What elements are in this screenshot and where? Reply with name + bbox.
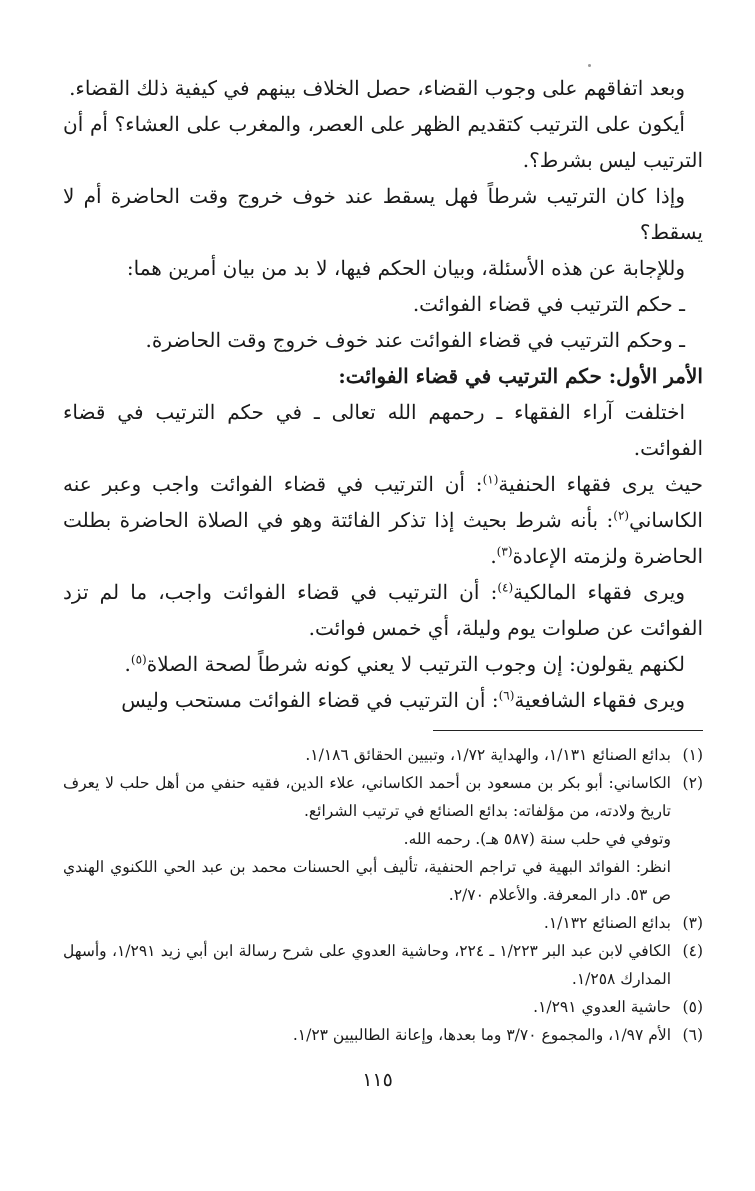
footnote-text: انظر: الفوائد البهية في تراجم الحنفية، تأليف أبي الحسنات محمد بن عبد الحي اللكنوي الهندي ص ٥٣. دار المعرفة. والأعلام ٢/٧٠.: [63, 858, 671, 904]
text-run: .: [490, 544, 497, 568]
footnote-ref[interactable]: (٣): [496, 544, 513, 559]
footnote-number: (١): [682, 746, 703, 764]
footnote-body: [63, 909, 671, 937]
paragraph: وبعد اتفاقهم على وجوب القضاء، حصل الخلاف بينهم في كيفية ذلك القضاء.: [69, 76, 685, 100]
main-text: [63, 70, 703, 718]
paragraph: اختلفت آراء الفقهاء ـ رحمهم الله تعالى ـ في حكم الترتيب في قضاء الفوائت.: [63, 400, 703, 460]
text-run: : أن الترتيب في قضاء الفوائت واجب، ما لم تزد الفوائت عن صلوات يوم وليلة، أي خمس فوائت.: [63, 580, 703, 640]
footnote-text: بدائع الصنائع ١/١٣١، والهداية ١/٧٢، وتبيين الحقائق ١/١٨٦.: [305, 746, 671, 764]
text-run: .: [124, 652, 131, 676]
page-content: [63, 70, 703, 1049]
footnote-text: الكافي لابن عبد البر ١/٢٢٣ ـ ٢٢٤، وحاشية العدوي على شرح رسالة ابن أبي زيد ١/٢٩١، وأسهل المدارك ١/٢٥٨.: [63, 942, 671, 988]
footnotes: [63, 741, 703, 1049]
paragraph: [63, 682, 703, 718]
paragraph: [63, 466, 703, 574]
paragraph: [63, 646, 703, 682]
footnote-body: [63, 993, 671, 1021]
footnote-text: الكاساني: أبو بكر بن مسعود بن أحمد الكاساني، علاء الدين، فقيه حنفي من أهل حلب لا يعرف تاريخ ولادته، من مؤلفاته: بدائع الصنائع في ترتيب الشرائع.: [63, 774, 671, 820]
footnote-ref[interactable]: (٦): [498, 688, 515, 703]
text-run: ويرى فقهاء الشافعية: [514, 688, 685, 712]
footnote-ref[interactable]: (١): [482, 472, 499, 487]
footnote-ref[interactable]: (٤): [497, 580, 514, 595]
footnote: [63, 1021, 703, 1049]
text-run: ويرى فقهاء المالكية: [513, 580, 685, 604]
text-run: : بأنه شرط بحيث إذا تذكر الفائتة وهو في الصلاة الحاضرة بطلت الحاضرة ولزمته الإعادة: [63, 508, 703, 568]
list-item: ـ حكم الترتيب في قضاء الفوائت.: [412, 292, 685, 316]
footnote-ref[interactable]: (٢): [613, 508, 630, 523]
paragraph: أيكون على الترتيب كتقديم الظهر على العصر، والمغرب على العشاء؟ أم أن الترتيب ليس بشرط؟.: [63, 112, 703, 172]
speck-mark: [588, 64, 591, 67]
footnote-number: (٣): [682, 914, 703, 932]
text-run: : أن الترتيب في قضاء الفوائت مستحب وليس: [121, 688, 499, 712]
page-number: ١١٥: [362, 1069, 393, 1091]
footnote-text: بدائع الصنائع ١/١٣٢.: [543, 914, 671, 932]
paragraph: وإذا كان الترتيب شرطاً فهل يسقط عند خوف خروج وقت الحاضرة أم لا يسقط؟: [63, 184, 703, 244]
footnote-number: (٥): [682, 998, 703, 1016]
text-run: لكنهم يقولون: إن وجوب الترتيب لا يعني كونه شرطاً لصحة الصلاة: [146, 652, 685, 676]
paragraph: وللإجابة عن هذه الأسئلة، وبيان الحكم فيها، لا بد من بيان أمرين هما:: [126, 256, 685, 280]
footnote-number: (٢): [682, 774, 703, 792]
footnote: [63, 769, 703, 909]
footnote-text: حاشية العدوي ١/٢٩١.: [533, 998, 671, 1016]
footnote-number: (٤): [682, 942, 703, 960]
section-heading: الأمر الأول: حكم الترتيب في قضاء الفوائت:: [338, 364, 703, 388]
footnote-body: [63, 741, 671, 769]
footnote: [63, 993, 703, 1021]
footnote-body: [63, 1021, 671, 1049]
text-run: : أن الترتيب في قضاء الفوائت واجب وعبر عنه الكاساني: [63, 472, 703, 532]
footnote: [63, 909, 703, 937]
footnote: [63, 741, 703, 769]
footnote-text: الأم ١/٩٧، والمجموع ٣/٧٠ وما بعدها، وإعانة الطالبيين ١/٢٣.: [292, 1026, 671, 1044]
footnote-body: [63, 769, 671, 909]
footnote-divider: [433, 730, 703, 731]
paragraph: [63, 574, 703, 646]
footnote-text: وتوفي في حلب سنة (٥٨٧ هـ). رحمه الله.: [403, 830, 671, 848]
footnote-ref[interactable]: (٥): [130, 652, 147, 667]
footnote-body: [63, 937, 671, 993]
list-item: ـ وحكم الترتيب في قضاء الفوائت عند خوف خروج وقت الحاضرة.: [145, 328, 685, 352]
footnote-number: (٦): [682, 1026, 703, 1044]
footnote: [63, 937, 703, 993]
text-run: حيث يرى فقهاء الحنفية: [498, 472, 704, 496]
